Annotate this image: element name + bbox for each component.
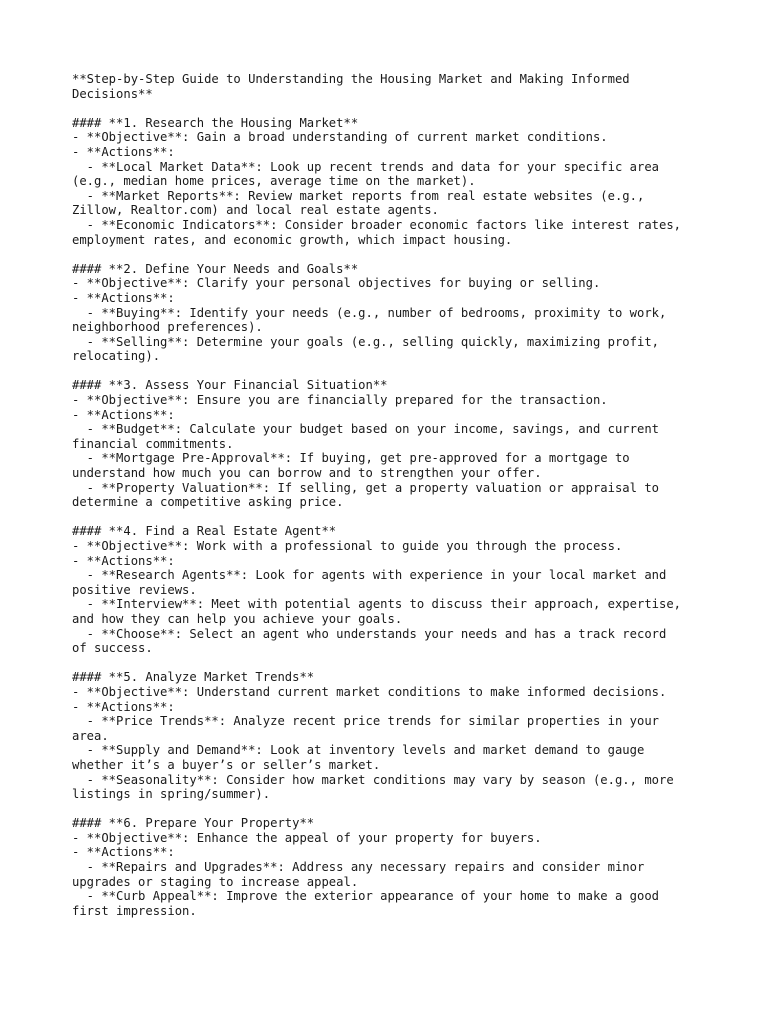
- section-line: Zillow, Realtor.com) and local real estate agents.: [72, 203, 439, 218]
- section-line: - **Objective**: Ensure you are financially prepared for the transaction.: [72, 393, 608, 408]
- blank-line: [72, 802, 712, 817]
- section-line: neighborhood preferences).: [72, 320, 263, 335]
- section-line: - **Actions**:: [72, 407, 175, 422]
- section-line: determine a competitive asking price.: [72, 495, 344, 510]
- section-line: and how they can help you achieve your goals.: [72, 611, 403, 626]
- section-line: - **Price Trends**: Analyze recent price trends for similar properties in your: [72, 714, 659, 729]
- section-find-agent: [72, 524, 712, 655]
- section-line: - **Local Market Data**: Look up recent trends and data for your specific area: [72, 159, 659, 174]
- section-line: relocating).: [72, 349, 161, 364]
- section-line: - **Buying**: Identify your needs (e.g., number of bedrooms, proximity to work,: [72, 305, 667, 320]
- section-line: - **Objective**: Understand current market conditions to make informed decisions.: [72, 684, 667, 699]
- section-line: financial commitments.: [72, 436, 234, 451]
- section-define-needs: [72, 262, 712, 364]
- blank-line: [72, 510, 712, 525]
- section-heading: #### **6. Prepare Your Property**: [72, 816, 315, 831]
- section-line: - **Objective**: Enhance the appeal of your property for buyers.: [72, 830, 542, 845]
- section-line: - **Actions**:: [72, 553, 175, 568]
- section-line: - **Mortgage Pre-Approval**: If buying, get pre-approved for a mortgage to: [72, 451, 630, 466]
- section-line: - **Repairs and Upgrades**: Address any necessary repairs and consider minor: [72, 860, 645, 875]
- blank-line: [72, 656, 712, 671]
- section-line: first impression.: [72, 903, 197, 918]
- section-line: - **Actions**:: [72, 144, 175, 159]
- section-line: - **Actions**:: [72, 290, 175, 305]
- section-heading: #### **3. Assess Your Financial Situation**: [72, 378, 388, 393]
- section-line: whether it’s a buyer’s or seller’s market.: [72, 757, 381, 772]
- document-page: [72, 72, 712, 918]
- section-line: - **Objective**: Work with a professional to guide you through the process.: [72, 539, 623, 553]
- section-line: understand how much you can borrow and to strengthen your offer.: [72, 466, 542, 481]
- section-research-market: [72, 116, 712, 247]
- section-heading: #### **1. Research the Housing Market**: [72, 115, 359, 130]
- section-line: (e.g., median home prices, average time on the market).: [72, 174, 476, 189]
- section-financial-situation: [72, 378, 712, 509]
- section-line: - **Budget**: Calculate your budget based on your income, savings, and current: [72, 422, 659, 437]
- blank-line: [72, 101, 712, 116]
- section-line: area.: [72, 728, 109, 743]
- section-line: - **Market Reports**: Review market reports from real estate websites (e.g.,: [72, 188, 645, 203]
- section-line: - **Economic Indicators**: Consider broader economic factors like interest rates,: [72, 217, 682, 232]
- section-heading: #### **4. Find a Real Estate Agent**: [72, 524, 337, 539]
- title-line: Decisions**: [72, 86, 153, 101]
- title-line: **Step-by-Step Guide to Understanding the Housing Market and Making Informed: [72, 72, 630, 86]
- section-line: employment rates, and economic growth, which impact housing.: [72, 232, 513, 247]
- section-line: - **Choose**: Select an agent who understands your needs and has a track record: [72, 626, 667, 641]
- section-line: upgrades or staging to increase appeal.: [72, 874, 359, 889]
- section-market-trends: [72, 670, 712, 801]
- section-line: - **Selling**: Determine your goals (e.g., selling quickly, maximizing profit,: [72, 334, 659, 349]
- section-line: - **Actions**:: [72, 699, 175, 714]
- section-line: - **Objective**: Clarify your personal objectives for buying or selling.: [72, 276, 601, 291]
- section-line: of success.: [72, 641, 153, 656]
- section-heading: #### **2. Define Your Needs and Goals**: [72, 261, 359, 276]
- blank-line: [72, 247, 712, 262]
- section-prepare-property: [72, 816, 712, 918]
- section-line: - **Property Valuation**: If selling, get a property valuation or appraisal to: [72, 480, 659, 495]
- blank-line: [72, 364, 712, 379]
- document-title: [72, 72, 712, 101]
- section-line: - **Interview**: Meet with potential agents to discuss their approach, expertise,: [72, 597, 682, 612]
- section-line: - **Research Agents**: Look for agents with experience in your local market and: [72, 568, 667, 583]
- section-line: - **Seasonality**: Consider how market conditions may vary by season (e.g., more: [72, 772, 674, 787]
- section-heading: #### **5. Analyze Market Trends**: [72, 670, 315, 685]
- section-line: - **Actions**:: [72, 845, 175, 860]
- section-line: - **Curb Appeal**: Improve the exterior appearance of your home to make a good: [72, 889, 659, 904]
- section-line: positive reviews.: [72, 582, 197, 597]
- section-line: - **Objective**: Gain a broad understanding of current market conditions.: [72, 130, 608, 145]
- section-line: listings in spring/summer).: [72, 787, 271, 802]
- section-line: - **Supply and Demand**: Look at inventory levels and market demand to gauge: [72, 743, 645, 758]
